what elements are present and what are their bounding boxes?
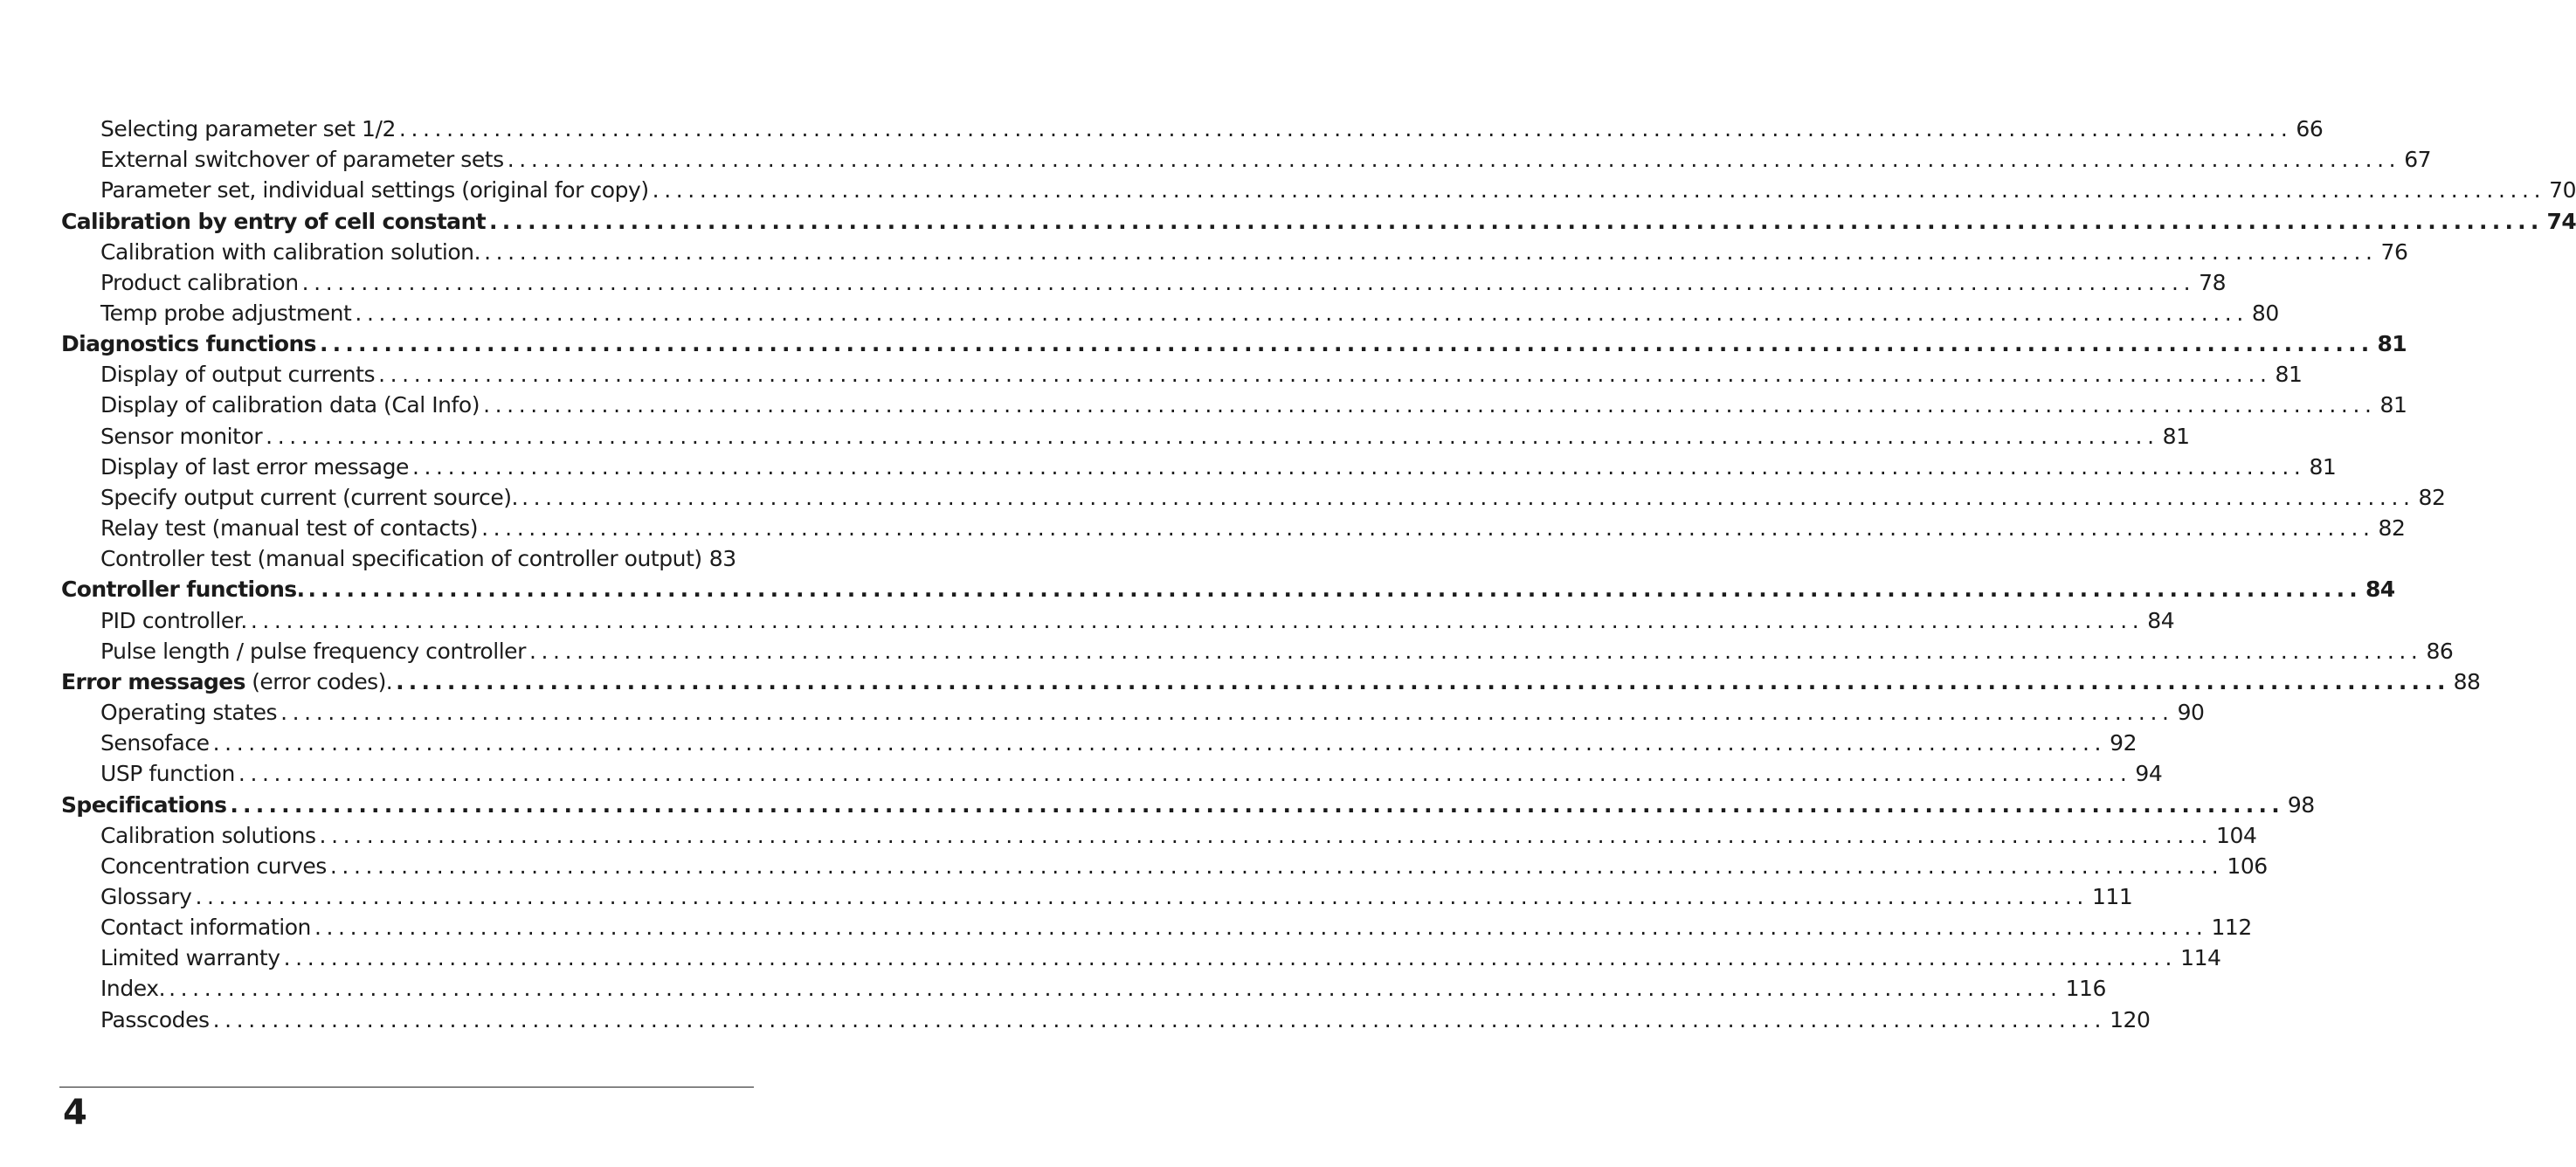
toc-entry[interactable] — [0, 513, 2406, 543]
toc-entry[interactable] — [0, 1005, 2151, 1035]
dot-leader: ................................................................................................................................................................ — [398, 116, 2293, 142]
toc-entry[interactable] — [0, 452, 2337, 482]
toc-entry-page: 82 — [2378, 515, 2406, 542]
toc-entry-title: Controller test (manual specification of controller output) — [100, 546, 702, 572]
dot-leader: ................................................................................................................................................................ — [283, 945, 2178, 971]
toc-entry-page: 104 — [2216, 822, 2257, 848]
toc-entry-page: 120 — [2110, 1006, 2151, 1032]
toc-entry[interactable] — [0, 543, 833, 574]
dot-leader: ................................................................................................................................................................ — [280, 700, 2174, 726]
dot-leader: ................................................................................................................................................................ — [307, 577, 2362, 603]
toc-entry[interactable] — [0, 421, 2190, 452]
toc-entry-title: Limited warranty — [100, 945, 280, 971]
toc-entry-title: Glossary — [100, 883, 192, 909]
toc-entry-page: 80 — [2251, 300, 2279, 327]
dot-leader: ................................................................................................................................................................ — [483, 392, 2377, 418]
toc-entry-title: External switchover of parameter sets — [100, 147, 504, 173]
dot-leader: ................................................................................................................................................................ — [250, 607, 2144, 633]
toc-entry[interactable] — [0, 881, 2133, 912]
toc-section-entry[interactable] — [0, 574, 2395, 604]
toc-entry[interactable] — [0, 605, 2175, 636]
dot-leader: ................................................................................................................................................................ — [489, 208, 2544, 234]
dot-leader: ................................................................................................................................................................ — [266, 423, 2159, 449]
dot-leader: ................................................................................................................................................................ — [411, 453, 2306, 480]
toc-entry-title: Selecting parameter set 1/2 — [100, 116, 396, 142]
toc-entry-title: Operating states — [100, 700, 278, 726]
toc-entry-title: Calibration with calibration solution. — [100, 238, 481, 265]
dot-leader: ................................................................................................................................................................ — [481, 515, 2375, 542]
toc-entry[interactable] — [0, 636, 2454, 666]
toc-section-entry[interactable] — [0, 205, 2576, 236]
toc-entry-page: 111 — [2091, 883, 2133, 909]
toc-entry-page: 81 — [2275, 362, 2303, 388]
toc-entry-title: Display of output currents — [100, 362, 376, 388]
dot-leader: ................................................................................................................................................................ — [314, 915, 2208, 941]
toc-entry-page: 92 — [2110, 730, 2137, 756]
toc-section-page: 81 — [2377, 331, 2407, 357]
toc-section-title: Calibration by entry of cell constant — [61, 208, 486, 234]
dot-leader: ................................................................................................................................................................ — [528, 638, 2423, 664]
toc-entry-page: 83 — [708, 546, 736, 572]
toc-entry-page: 90 — [2177, 700, 2205, 726]
toc-entry-title: Specify output current (current source). — [100, 484, 519, 510]
toc-entry-page: 106 — [2227, 853, 2268, 879]
toc-entry[interactable] — [0, 390, 2407, 420]
dot-leader: ................................................................................................................................................................ — [507, 147, 2401, 173]
page-number: 4 — [63, 1093, 87, 1133]
toc-entry-page: 70 — [2549, 177, 2576, 204]
toc-section-page: 98 — [2287, 791, 2315, 818]
toc-section-title — [61, 668, 393, 694]
toc-entry-page: 116 — [2065, 976, 2106, 1002]
dot-leader: ................................................................................................................................................................ — [484, 238, 2378, 265]
toc-entry[interactable] — [0, 943, 2221, 973]
toc-entry[interactable] — [0, 728, 2137, 758]
toc-entry-page: 81 — [2309, 453, 2337, 480]
toc-entry-title: Temp probe adjustment — [100, 300, 352, 327]
table-of-contents — [0, 114, 2576, 1035]
toc-entry[interactable] — [0, 758, 2163, 789]
dot-leader: ................................................................................................................................................................ — [230, 791, 2284, 818]
toc-entry-page: 112 — [2211, 915, 2252, 941]
toc-section-page: 74 — [2546, 208, 2576, 234]
toc-entry[interactable] — [0, 851, 2268, 881]
toc-entry-title: Relay test (manual test of contacts) — [100, 515, 479, 542]
dot-leader: ................................................................................................................................................................ — [378, 362, 2272, 388]
toc-section-entry[interactable] — [0, 666, 2481, 697]
toc-entry-title: Sensor monitor — [100, 423, 263, 449]
toc-entry-title: Sensoface — [100, 730, 210, 756]
toc-entry-title: Display of last error message — [100, 453, 409, 480]
toc-section-entry[interactable] — [0, 328, 2407, 359]
toc-entry-page: 66 — [2296, 116, 2324, 142]
toc-section-title-bold: Error messages — [61, 668, 245, 694]
toc-entry[interactable] — [0, 973, 2106, 1004]
toc-section-title: Diagnostics functions — [61, 331, 316, 357]
toc-entry-page: 78 — [2199, 269, 2227, 295]
dot-leader: ................................................................................................................................................................ — [195, 883, 2089, 909]
dot-leader: ................................................................................................................................................................ — [355, 300, 2248, 327]
dot-leader: ................................................................................................................................................................ — [652, 177, 2546, 204]
toc-entry-page: 81 — [2379, 392, 2407, 418]
toc-section-title-suffix: (error codes). — [245, 668, 393, 694]
toc-entry[interactable] — [0, 820, 2257, 851]
toc-entry[interactable] — [0, 298, 2279, 328]
toc-entry-page: 82 — [2418, 484, 2446, 510]
dot-leader: ................................................................................................................................................................ — [396, 668, 2450, 694]
toc-entry-page: 84 — [2147, 607, 2175, 633]
toc-section-page: 88 — [2453, 668, 2481, 694]
toc-section-page: 84 — [2365, 577, 2395, 603]
toc-entry-title: Display of calibration data (Cal Info) — [100, 392, 480, 418]
toc-entry[interactable] — [0, 267, 2227, 298]
dot-leader: ................................................................................................................................................................ — [521, 484, 2415, 510]
toc-entry-title: Pulse length / pulse frequency controller — [100, 638, 526, 664]
dot-leader: ................................................................................................................................................................ — [212, 730, 2107, 756]
toc-entry[interactable] — [0, 912, 2252, 943]
toc-entry[interactable] — [0, 237, 2408, 267]
toc-entry[interactable] — [0, 359, 2303, 390]
toc-entry-title: USP function — [100, 761, 235, 787]
toc-entry-page: 81 — [2162, 423, 2190, 449]
toc-entry-title: Contact information — [100, 915, 311, 941]
toc-entry-page: 86 — [2426, 638, 2454, 664]
toc-entry-title: Passcodes — [100, 1006, 210, 1032]
toc-entry-title: Product calibration — [100, 269, 299, 295]
toc-section-title: Specifications — [61, 791, 227, 818]
toc-entry-title: Index. — [100, 976, 166, 1002]
toc-entry-title: Calibration solutions — [100, 822, 316, 848]
dot-leader: ................................................................................................................................................................ — [329, 853, 2224, 879]
dot-leader: ................................................................................................................................................................ — [212, 1006, 2107, 1032]
toc-entry-page: 114 — [2180, 945, 2221, 971]
toc-entry-title: PID controller. — [100, 607, 247, 633]
toc-entry-page: 67 — [2404, 147, 2432, 173]
toc-entry-title: Concentration curves — [100, 853, 327, 879]
dot-leader: ................................................................................................................................................................ — [238, 761, 2132, 787]
toc-entry-title: Parameter set, individual settings (original for copy) — [100, 177, 649, 204]
toc-entry[interactable] — [0, 697, 2205, 728]
toc-entry[interactable] — [0, 482, 2446, 513]
toc-section-title: Controller functions. — [61, 577, 305, 603]
dot-leader: ................................................................................................................................................................ — [169, 976, 2062, 1002]
toc-entry[interactable] — [0, 144, 2432, 175]
toc-entry[interactable] — [0, 114, 2324, 144]
toc-entry-page: 76 — [2380, 238, 2408, 265]
dot-leader: ................................................................................................................................................................ — [319, 822, 2213, 848]
toc-entry-page: 94 — [2135, 761, 2163, 787]
footer-divider — [59, 1087, 754, 1088]
toc-entry[interactable] — [0, 175, 2576, 205]
dot-leader: ................................................................................................................................................................ — [301, 269, 2196, 295]
toc-section-entry[interactable] — [0, 789, 2315, 819]
dot-leader: ................................................................................................................................................................ — [319, 331, 2374, 357]
